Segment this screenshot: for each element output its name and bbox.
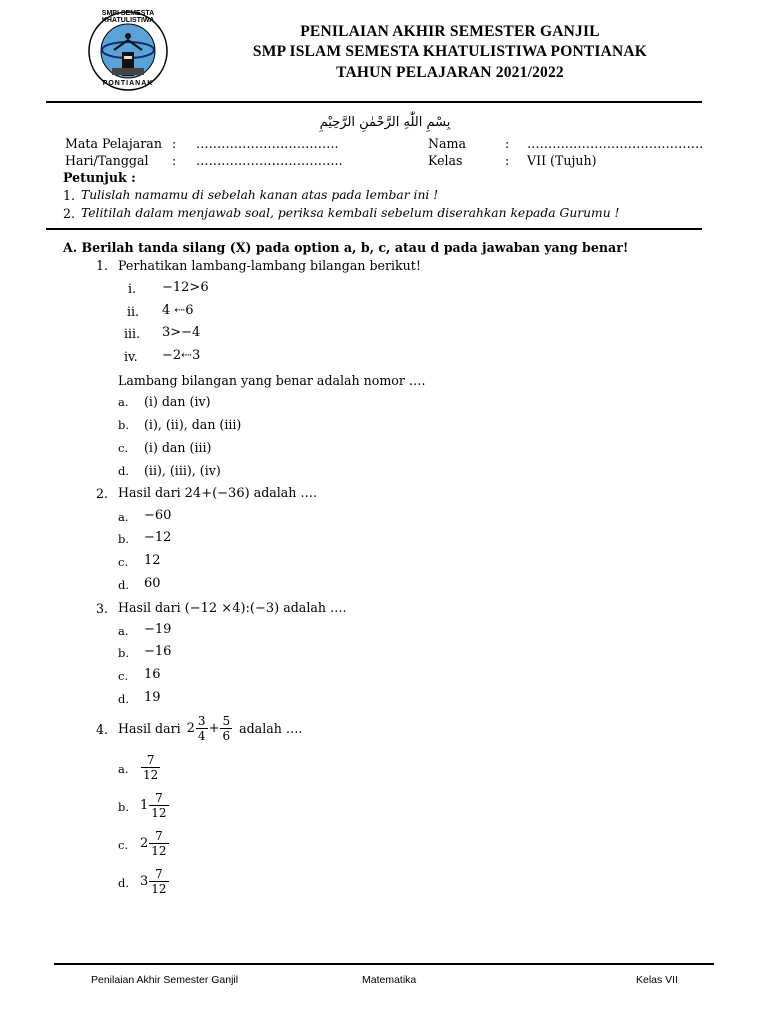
footer-right: Kelas VII	[636, 974, 679, 986]
q1-prompt: Lambang bilangan yang benar adalah nomor ….	[118, 373, 426, 388]
q4-f2-numerator: 5	[222, 713, 231, 728]
q1-option-b-letter[interactable]: b.	[118, 418, 130, 432]
section-a-instruction: A. Berilah tanda silang (X) pada option a, b, c, atau d pada jawaban yang benar!	[63, 240, 629, 255]
q4-option-b-letter[interactable]: b.	[118, 800, 130, 814]
q4-fraction-1	[196, 714, 208, 743]
q4-option-a[interactable]	[140, 750, 161, 784]
q4-option-b-whole: 1	[140, 797, 149, 813]
q2-number: 2.	[96, 486, 109, 501]
q2-option-c[interactable]: 12	[144, 553, 161, 568]
q1-option-d[interactable]: (ii), (iii), (iv)	[144, 463, 221, 478]
q1-option-b[interactable]: (i), (ii), dan (iii)	[144, 417, 242, 432]
q4-option-c-numerator: 7	[155, 828, 163, 843]
q4-option-a-fraction	[141, 753, 160, 782]
q2-option-c-letter[interactable]: c.	[118, 555, 129, 569]
school-logo	[82, 10, 174, 92]
kelas-value: VII (Tujuh)	[527, 153, 597, 168]
q3-option-a-letter[interactable]: a.	[118, 624, 129, 638]
q3-number: 3.	[96, 601, 109, 616]
q4-whole: 2	[186, 720, 195, 736]
q4-option-c-denominator: 12	[151, 843, 167, 858]
q4-option-d-letter[interactable]: d.	[118, 876, 130, 890]
q3-option-a[interactable]: −19	[144, 622, 172, 637]
petunjuk-divider	[46, 228, 702, 230]
q1-option-d-letter[interactable]: d.	[118, 464, 130, 478]
q1-option-a[interactable]: (i) dan (iv)	[144, 394, 211, 409]
q4-text	[118, 710, 302, 746]
q1-text: Perhatikan lambang-lambang bilangan berikut!	[118, 258, 421, 273]
q1-option-c-letter[interactable]: c.	[118, 441, 129, 455]
petunjuk-item-2-text: Telitilah dalam menjawab soal, periksa kembali sebelum diserahkan kepada Gurumu !	[81, 206, 620, 220]
q2-post: adalah ….	[253, 485, 318, 500]
nama-label: Nama	[428, 136, 466, 151]
q4-operator: +	[208, 720, 220, 736]
header-divider	[46, 101, 702, 103]
q1-option-a-letter[interactable]: a.	[118, 395, 129, 409]
q2-pre: Hasil dari	[118, 485, 181, 500]
petunjuk-title: Petunjuk :	[63, 170, 136, 185]
q4-option-a-numerator: 7	[146, 752, 155, 767]
q3-option-b-letter[interactable]: b.	[118, 646, 130, 660]
header-line-3: TAHUN PELAJARAN 2021/2022	[336, 64, 564, 81]
mata-pelajaran-colon: :	[172, 136, 177, 151]
q4-option-d-fraction	[149, 867, 168, 896]
hari-tanggal-field[interactable]: ……………………………..	[196, 153, 343, 168]
q4-f1-numerator: 3	[197, 713, 206, 728]
q2-text	[118, 485, 317, 501]
basmalah: بِسْمِ اللّٰهِ الرَّحْمٰنِ الرَّحِيْمِ	[319, 115, 451, 130]
petunjuk-item-1-text: Tulislah namamu di sebelah kanan atas pada lembar ini !	[81, 188, 439, 202]
q4-option-b[interactable]	[140, 788, 170, 822]
q1-roman-2: ii.	[127, 304, 140, 319]
q1-roman-1: i.	[128, 281, 137, 296]
header-line-2: SMP ISLAM SEMESTA KHATULISTIWA PONTIANAK	[252, 43, 648, 60]
q4-option-a-letter[interactable]: a.	[118, 762, 129, 776]
q4-option-b-fraction	[149, 791, 168, 820]
q4-pre: Hasil dari	[118, 720, 181, 736]
q1-statement-1: −12>6	[162, 280, 209, 295]
header-line-1: PENILAIAN AKHIR SEMESTER GANJIL	[300, 23, 600, 40]
petunjuk-item-2-no: 2.	[63, 206, 76, 221]
q1-statement-3: 3>−4	[162, 325, 201, 340]
petunjuk-item-1-no: 1.	[63, 188, 76, 203]
q4-number: 4.	[96, 722, 109, 737]
q2-option-a-letter[interactable]: a.	[118, 510, 129, 524]
q4-option-b-numerator: 7	[155, 790, 163, 805]
logo-text-top: SMPI SEMESTA KHATULISTIWA	[101, 10, 155, 24]
q4-f1-denominator: 4	[197, 728, 206, 743]
q4-option-a-denominator: 12	[143, 767, 159, 782]
q3-option-c[interactable]: 16	[144, 667, 161, 682]
hari-tanggal-label: Hari/Tanggal	[65, 153, 149, 168]
q4-option-d-denominator: 12	[151, 881, 167, 896]
mata-pelajaran-field[interactable]: …………………………….	[196, 136, 339, 151]
q3-option-b[interactable]: −16	[144, 644, 172, 659]
q3-option-c-letter[interactable]: c.	[118, 669, 129, 683]
mata-pelajaran-label: Mata Pelajaran	[65, 136, 162, 151]
kelas-label: Kelas	[428, 153, 463, 168]
hari-tanggal-colon: :	[172, 153, 177, 168]
q4-option-c-whole: 2	[140, 835, 149, 851]
nama-field[interactable]: ……………………………………	[527, 136, 704, 151]
footer-left: Penilaian Akhir Semester Ganjil	[91, 974, 239, 986]
q4-option-c-fraction	[149, 829, 168, 858]
q4-option-c[interactable]	[140, 826, 170, 860]
q4-fraction-2	[220, 714, 232, 743]
q1-number: 1.	[96, 258, 109, 273]
q2-option-d-letter[interactable]: d.	[118, 578, 130, 592]
q4-f2-denominator: 6	[222, 728, 231, 743]
q1-roman-3: iii.	[124, 326, 141, 341]
q4-option-d[interactable]	[140, 864, 170, 898]
q2-option-a[interactable]: −60	[144, 508, 172, 523]
q3-text	[118, 600, 347, 616]
nama-colon: :	[505, 136, 510, 151]
q1-option-c[interactable]: (i) dan (iii)	[144, 440, 212, 455]
q2-option-d[interactable]: 60	[144, 576, 161, 591]
q4-post: adalah ….	[239, 720, 303, 736]
kelas-colon: :	[505, 153, 510, 168]
q1-statement-4: −2⇠3	[162, 348, 201, 363]
q2-expression: 24+(−36)	[184, 486, 250, 501]
q3-option-d[interactable]: 19	[144, 690, 161, 705]
q3-post: adalah ….	[283, 600, 347, 615]
q4-option-d-whole: 3	[140, 873, 149, 889]
q2-option-b[interactable]: −12	[144, 530, 172, 545]
logo-text-bottom: PONTIANAK	[102, 80, 154, 87]
q1-roman-4: iv.	[124, 349, 138, 364]
q3-pre: Hasil dari	[118, 600, 181, 615]
q3-expression: (−12 ×4):(−3)	[184, 601, 280, 616]
footer-center: Matematika	[362, 974, 417, 986]
q3-option-d-letter[interactable]: d.	[118, 692, 130, 706]
q4-option-b-denominator: 12	[151, 805, 167, 820]
q4-option-d-numerator: 7	[155, 866, 163, 881]
q2-option-b-letter[interactable]: b.	[118, 532, 130, 546]
footer-divider	[54, 963, 714, 965]
q4-option-c-letter[interactable]: c.	[118, 838, 129, 852]
q1-statement-2: 4 ⇠6	[162, 303, 194, 318]
